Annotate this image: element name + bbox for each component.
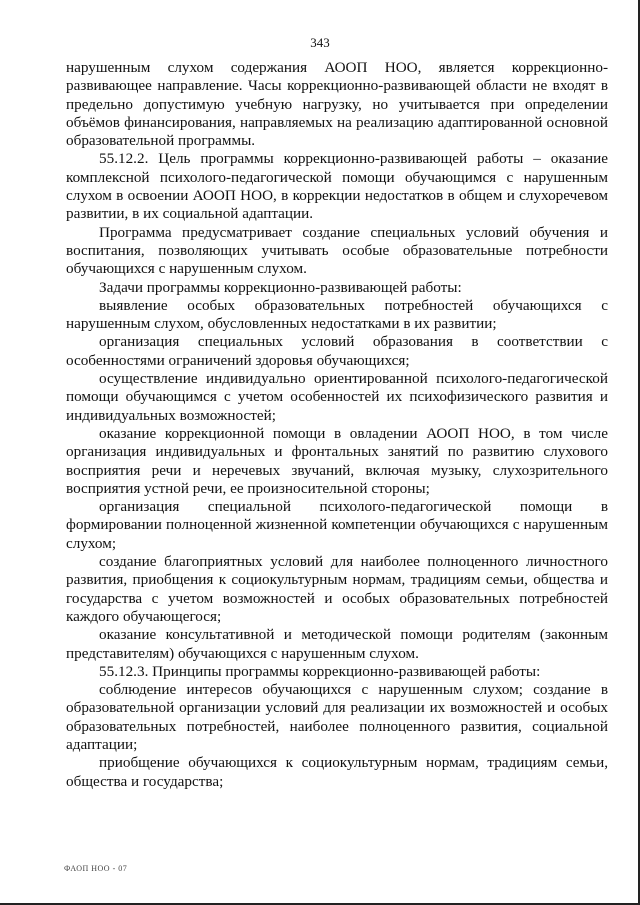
list-item-task: создание благоприятных условий для наиболее полноценного личностного развития, приобщения к социокультурным нормам, традициям семьи, общества и государства с учетом возможностей и особых образовательных потребностей каждого обучающегося; — [66, 553, 608, 625]
paragraph-continuation: нарушенным слухом содержания АООП НОО, является коррекционно-развивающее направление. Часы коррекционно-развивающей области не входят в предельно допустимую учебную нагрузку, но учитывается при определении объёмов финансирования, направляемых на реализацию адаптированной основной образовательной программы. — [66, 59, 608, 150]
list-item-principle: приобщение обучающихся к социокультурным нормам, традициям семьи, общества и государства; — [66, 754, 608, 790]
list-item-task: оказание коррекционной помощи в овладении АООП НОО, в том числе организация индивидуальных и фронтальных занятий по развитию слухового восприятия речи и неречевых звучаний, включая музыку, слухозрительного восприятия устной речи, ее произносительной стороны; — [66, 424, 608, 497]
paragraph-program-provides: Программа предусматривает создание специальных условий обучения и воспитания, позволяющих учитывать особые образовательные потребности обучающихся с нарушенным слухом. — [66, 223, 608, 278]
footer-document-code: ФАОП НОО - 07 — [64, 864, 128, 873]
document-body — [66, 59, 608, 791]
list-item-task: осуществление индивидуально ориентированной психолого-педагогической помощи обучающимся с учетом особенностей их психофизического развития и индивидуальных возможностей; — [66, 370, 608, 424]
list-item-task: организация специальных условий образования в соответствии с особенностями ограничений здоровья обучающихся; — [66, 333, 608, 369]
paragraph-goal: 55.12.2. Цель программы коррекционно-развивающей работы – оказание комплексной психолого-педагогической помощи обучающимся с нарушенным слухом в освоении АООП НОО, в коррекции недостатков в общем и слухоречевом развитии, в их социальной адаптации. — [66, 150, 608, 223]
list-item-task: организация специальной психолого-педагогической помощи в формировании полноценной жизненной компетенции обучающихся с нарушенным слухом; — [66, 498, 608, 552]
list-item-task: оказание консультативной и методической помощи родителям (законным представителям) обучающихся с нарушенным слухом. — [66, 626, 608, 662]
page-number: 343 — [310, 35, 330, 50]
list-item-task: выявление особых образовательных потребностей обучающихся с нарушенным слухом, обусловленных недостатками в их развитии; — [66, 296, 608, 333]
paragraph-principles-heading: 55.12.3. Принципы программы коррекционно-развивающей работы: — [99, 662, 541, 680]
paragraph-tasks-heading: Задачи программы коррекционно-развивающей работы: — [99, 278, 462, 296]
list-item-principle: соблюдение интересов обучающихся с нарушенным слухом; создание в образовательной организации условий для реализации их возможностей и особых образовательных потребностей, наиболее полноценного развития, социальной адаптации; — [66, 681, 608, 753]
